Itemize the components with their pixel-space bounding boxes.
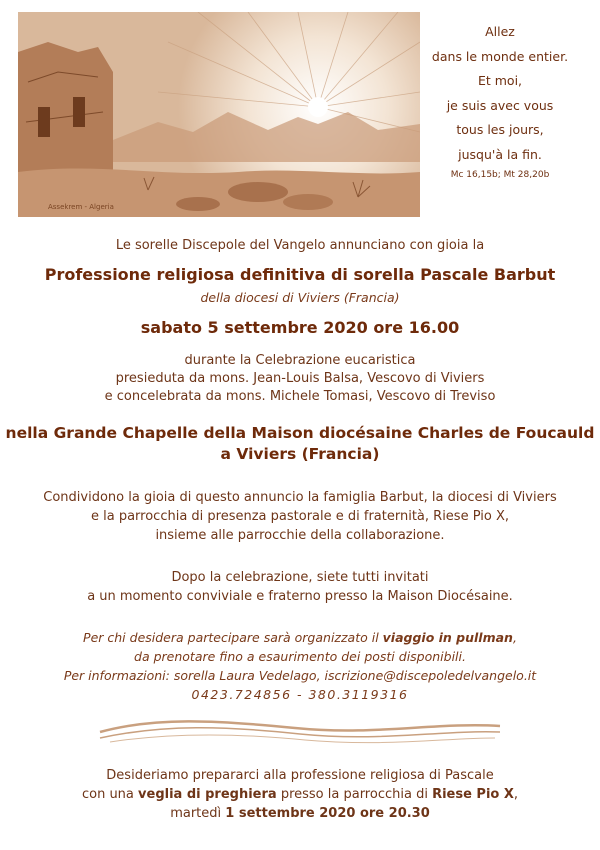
vigil-text: martedì [170, 806, 226, 821]
after-line: a un momento conviviale e fraterno presso la Maison Diocésaine. [87, 589, 513, 604]
place-line: nella Grande Chapelle della Maison diocésaine Charles de Foucauld [5, 424, 595, 442]
prayer-vigil-info [0, 766, 600, 823]
quote-line: Allez [485, 24, 515, 39]
bus-line [0, 628, 600, 647]
share-line: e la parrocchia di presenza pastorale e di fraternità, Riese Pio X, [90, 509, 509, 524]
bus-text: , [512, 630, 517, 645]
quote-line: jusqu'à la fin. [458, 146, 542, 162]
event-place [0, 423, 600, 465]
contact-line[interactable]: Per informazioni: sorella Laura Vedelago, iscrizione@discepoledelvangelo.it [63, 668, 537, 683]
celebration-details [0, 352, 600, 406]
gospel-quote [405, 20, 595, 183]
bus-trip-info [0, 628, 600, 704]
intro-text: Le sorelle Discepole del Vangelo annunciano con gioia la [115, 238, 485, 253]
quote-line: tous les jours, [456, 122, 544, 137]
bus-highlight: viaggio in pullman [382, 630, 513, 645]
celebration-line: presieduta da mons. Jean-Louis Balsa, Vescovo di Viviers [115, 371, 485, 386]
announcement-title: Professione religiosa definitiva di sorella Pascale Barbut [44, 265, 556, 284]
vigil-date: 1 settembre 2020 ore 20.30 [225, 806, 430, 821]
vigil-highlight: veglia di preghiera [138, 787, 277, 802]
quote-line: Et moi, [477, 73, 523, 88]
celebration-line: durante la Celebrazione eucaristica [184, 353, 416, 368]
place-line: a Viviers (Francia) [220, 445, 380, 463]
event-date: sabato 5 settembre 2020 ore 16.00 [140, 318, 460, 337]
vigil-line [0, 804, 600, 823]
after-line: Dopo la celebrazione, siete tutti invitati [171, 570, 429, 585]
vigil-text: , [513, 787, 519, 802]
vigil-text: presso la parrocchia di [276, 787, 433, 802]
vigil-text: con una [81, 787, 139, 802]
quote-line: dans le monde entier. [431, 48, 569, 64]
bus-line: da prenotare fino a esaurimento dei posti disponibili. [134, 649, 466, 664]
vigil-line: Desideriamo prepararci alla professione religiosa di Pascale [106, 768, 494, 783]
quote-reference: Mc 16,15b; Mt 28,20b [450, 170, 550, 180]
quote-line: je suis avec vous [446, 97, 554, 113]
illustration-caption: Assekrem - Algeria [48, 203, 114, 211]
celebration-line: e concelebrata da mons. Michele Tomasi, Vescovo di Treviso [104, 389, 496, 404]
phone-numbers[interactable]: 0423.724856 - 380.3119316 [191, 687, 409, 702]
share-line: insieme alle parrocchie della collaborazione. [155, 528, 445, 543]
wave-divider [95, 712, 505, 752]
vigil-highlight: Riese Pio X [432, 787, 514, 802]
vigil-line [0, 785, 600, 804]
desert-sunrise-illustration [18, 12, 420, 217]
announcement-subtitle: della diocesi di Viviers (Francia) [200, 290, 400, 305]
share-line: Condividono la gioia di questo annuncio la famiglia Barbut, la diocesi di Viviers [43, 490, 557, 505]
shared-joy-paragraph [0, 488, 600, 545]
bus-text: Per chi desidera partecipare sarà organizzato il [83, 630, 383, 645]
after-celebration-paragraph [0, 568, 600, 606]
